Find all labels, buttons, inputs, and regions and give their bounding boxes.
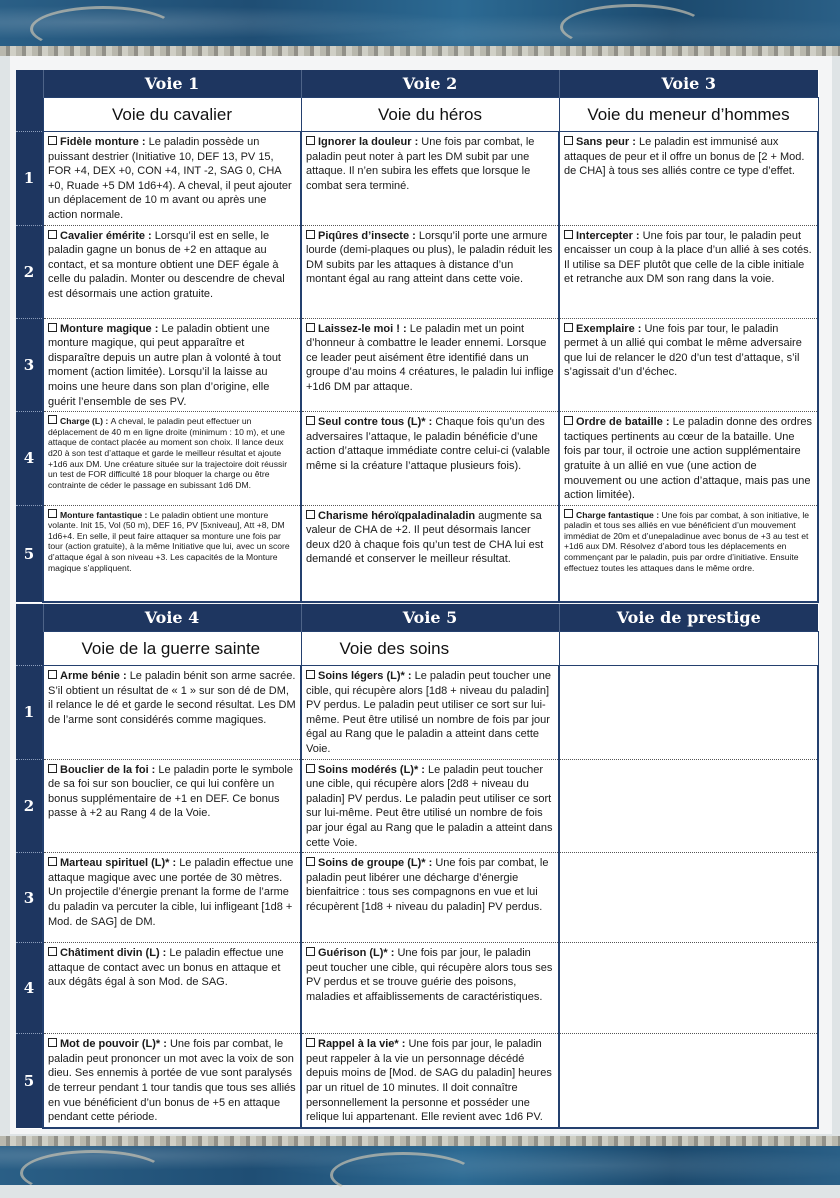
rank-number: 5 — [16, 505, 43, 602]
capability-description: Une fois par jour, le paladin peut rappeler à la vie un personnage décédé depuis moins de [Mod. de SAG du paladin] heures par un rituel de 10 minutes. Il doit connaître personnellement la personne et posséder une relique lui appartenant. Elle revient avec 1d6 PV. — [306, 1038, 552, 1124]
capability-title: Soins de groupe (L)* : — [318, 857, 436, 870]
capability-title: Charisme héroïqpaladinaladin — [318, 509, 479, 522]
checkbox-icon[interactable] — [564, 509, 573, 518]
checkbox-icon[interactable] — [306, 857, 315, 866]
capability-cell — [559, 225, 818, 318]
checkbox-icon[interactable] — [306, 416, 315, 425]
voie-header: Voie 4 — [43, 604, 301, 632]
checkbox-icon[interactable] — [48, 1038, 57, 1047]
checkbox-icon[interactable] — [306, 323, 315, 332]
capability-description: Une fois par jour, le paladin peut toucher une cible, qui récupère alors tous ses PV perdus et se trouve guérie des poisons, maladies et affaiblissements de caractéristiques. — [306, 947, 553, 1003]
capability-title: Laissez-le moi ! : — [318, 322, 410, 335]
voie-header: Voie de prestige — [559, 604, 818, 632]
checkbox-icon[interactable] — [306, 670, 315, 679]
capability-title: Seul contre tous (L)* : — [318, 416, 436, 429]
capability-title: Charge (L) : — [60, 416, 111, 427]
capability-title: Charge fantastique : — [576, 509, 662, 520]
voie-header: Voie 5 — [301, 604, 559, 632]
capability-cell — [301, 853, 559, 943]
ornament-scroll — [560, 4, 706, 50]
capability-description: Lorsqu’il porte une armure lourde (demi-plaques ou plus), le paladin réduit les DM subits par les attaques à distance d’un montant égal au rang atteint dans cette voie. — [306, 229, 553, 286]
path-name: Voie du héros — [301, 98, 559, 132]
capability-description: Le paladin effectue une attaque magique avec une portée de 30 mètres. Un projectile d’énergie prenant la forme de l’arme du paladin va percuter la cible, lui infligeant [1d8 + Mod. de SAG] de DM. — [48, 857, 294, 928]
checkbox-icon[interactable] — [564, 416, 573, 425]
rank-number: 5 — [16, 1034, 43, 1128]
capability-description: Une fois par combat, le paladin peut prononcer un mot avec la voix de son dieu. Ses ennemis à portée de vue sont paralysés de terreur pendant 1 tour tandis que tous ses alliés en vue bénéficient d’un bonus de +5 en attaque pendant cette période. — [48, 1038, 296, 1124]
checkbox-icon[interactable] — [48, 947, 57, 956]
checkbox-icon[interactable] — [48, 764, 57, 773]
path-name-row — [16, 632, 818, 666]
capability-cell — [559, 759, 818, 853]
checkbox-icon[interactable] — [306, 510, 315, 519]
capability-cell — [43, 943, 301, 1034]
checkbox-icon[interactable] — [306, 764, 315, 773]
checkbox-icon[interactable] — [306, 136, 315, 145]
capability-cell — [301, 132, 559, 226]
rank-row — [16, 666, 818, 760]
capability-title: Soins modérés (L)* : — [318, 763, 429, 776]
capability-cell — [301, 666, 559, 760]
capability-cell — [559, 318, 818, 412]
capability-cell — [43, 132, 301, 226]
capability-title: Sans peur : — [576, 136, 639, 148]
capability-title: Fidèle monture : — [60, 136, 149, 148]
checkbox-icon[interactable] — [564, 230, 573, 239]
capability-cell — [301, 505, 559, 602]
capability-description: Une fois par tour, le paladin peut encaisser un coup à la place d’un allié à ses cotés. Il utilise sa DEF plutôt que celle de la cible initiale et retranche aux DM son rang dans la voie. — [564, 229, 812, 286]
capability-title: Guérison (L)* : — [318, 947, 398, 960]
path-name-row — [16, 98, 818, 132]
path-name: Voie du meneur d’hommes — [559, 98, 818, 132]
header-corner — [16, 98, 43, 132]
voie-header: Voie 2 — [301, 70, 559, 98]
capability-title: Ignorer la douleur : — [318, 136, 422, 148]
voie-header-row — [16, 604, 818, 632]
capability-title: Mot de pouvoir (L)* : — [60, 1038, 170, 1051]
rank-row — [16, 505, 818, 602]
capability-description: Le paladin peut toucher une cible, qui récupère alors [2d8 + niveau du paladin] PV perdus. Le paladin peut utiliser ce sort sur lui-même. Peut être utilisé un nombre de fois par jour égal au Rang que le paladin a atteint dans cette Voie. — [306, 763, 553, 849]
capability-title: Ordre de bataille : — [576, 416, 673, 429]
capability-description: Le paladin obtient une monture volante. Init 15, Vol (50 m), DEF 16, PV [5xniveau], Att +8, DM 1d6+4. En selle, il peut faire attaquer sa monture une fois par tour (action gratuite), à la même Initiative que lui, avec un score d’attaque égal à son niveau +3. Les capacités de la Monture magique s’appliquent. — [48, 509, 290, 573]
header-corner — [16, 604, 43, 632]
voie-header: Voie 1 — [43, 70, 301, 98]
capability-description: Le paladin possède un puissant destrier (Initiative 10, DEF 13, PV 15, FOR +4, DEX +0, CON +4, INT -2, SAG 0, CHA +0, Ruade +5 DM 1d6+4). A cheval, il peut ajouter un déplacement de 10 m avant ou après une action normale. — [48, 136, 292, 221]
capability-title: Soins légers (L)* : — [318, 670, 415, 682]
capability-description: Le paladin peut toucher une cible, qui récupère alors [1d8 + niveau du paladin] PV perdus. Le paladin peut utiliser ce sort sur lui-même. Peut être utilisé un nombre de fois par jour égal au Rang que le paladin a atteint dans cette Voie. — [306, 670, 551, 755]
capability-cell — [43, 412, 301, 506]
capability-cell — [43, 853, 301, 943]
capability-cell — [559, 1034, 818, 1128]
rank-number: 2 — [16, 225, 43, 318]
rank-number: 3 — [16, 853, 43, 943]
rank-number: 1 — [16, 132, 43, 226]
checkbox-icon[interactable] — [48, 136, 57, 145]
rank-row — [16, 759, 818, 853]
rank-number: 4 — [16, 412, 43, 506]
header-corner — [16, 70, 43, 98]
banner-edge — [0, 46, 840, 56]
capability-title: Arme bénie : — [60, 670, 130, 682]
checkbox-icon[interactable] — [306, 230, 315, 239]
rank-row — [16, 943, 818, 1034]
ornament-scroll — [330, 1152, 476, 1198]
rank-number: 3 — [16, 318, 43, 412]
capability-cell — [301, 412, 559, 506]
capability-cell — [301, 225, 559, 318]
capability-cell — [43, 318, 301, 412]
capability-cell — [301, 318, 559, 412]
checkbox-icon[interactable] — [48, 857, 57, 866]
banner-edge — [0, 1136, 840, 1146]
capability-title: Châtiment divin (L) : — [60, 947, 170, 960]
capability-description: Le paladin obtient une monture magique, qui peut apparaître et disparaître depuis un autre plan à volonté à tout moment (action limitée). Lorsqu’il la laisse au moins une heure dans son plan d’origine, elle guérit l’ensemble de ses PV. — [48, 322, 281, 408]
rank-row — [16, 1034, 818, 1128]
capability-title: Piqûres d’insecte : — [318, 229, 419, 242]
paths-table-2 — [16, 604, 819, 1129]
capability-description: Le paladin bénit son arme sacrée. S’il obtient un résultat de « 1 » sur son dé de DM, il relance le dé et garde le second résultat. Les DM de l’arme sont considérés comme magiques. — [48, 670, 296, 726]
rank-row — [16, 412, 818, 506]
rank-number: 4 — [16, 943, 43, 1034]
capability-cell — [43, 505, 301, 602]
capability-title: Rappel à la vie* : — [318, 1038, 409, 1051]
checkbox-icon[interactable] — [48, 323, 57, 332]
top-decorative-banner — [0, 0, 840, 56]
rank-row — [16, 132, 818, 226]
capability-title: Monture fantastique : — [60, 509, 150, 520]
capability-description: Une fois par combat, le paladin peut libérer une décharge d’énergie bienfaitrice : tous ses compagnons en vue et lui récupèrent [1d8 + niveau du paladin] PV perdus. — [306, 857, 549, 913]
rank-row — [16, 318, 818, 412]
path-name — [559, 632, 818, 666]
capability-cell — [43, 225, 301, 318]
capability-title: Intercepter : — [576, 229, 643, 242]
capability-cell — [559, 853, 818, 943]
checkbox-icon[interactable] — [48, 230, 57, 239]
capability-cell — [301, 943, 559, 1034]
capability-description: Le paladin donne des ordres tactiques pertinents au cœur de la bataille. Une fois par tour, il octroie une action supplémentaire gratuite à un allié en vue (une action de mouvement ou une action d’attaque, mais pas une action limitée). — [564, 416, 813, 502]
capability-cell — [301, 1034, 559, 1128]
capability-description: Le paladin porte le symbole de sa foi sur son bouclier, ce qui lui confère un bonus supplémentaire de +1 en DEF. Ce bonus passe à +2 au Rang 4 de la Voie. — [48, 763, 293, 820]
bottom-decorative-banner — [0, 1136, 840, 1185]
path-name: Voie du cavalier — [43, 98, 301, 132]
checkbox-icon[interactable] — [48, 670, 57, 679]
capability-cell — [559, 505, 818, 602]
capability-description: Le paladin met un point d’honneur à combattre le leader ennemi. Lorsque ce leader peut aisément être identifié dans un groupe d’au moins 4 créatures, le paladin lui inflige +1d6 DM par attaque. — [306, 322, 554, 393]
rank-row — [16, 853, 818, 943]
rank-number: 1 — [16, 666, 43, 760]
capability-description: augmente sa valeur de CHA de +2. Il peut désormais lancer deux d20 à chaque fois qu’un test de CHA lui est demandé et conserver le meilleur résultat. — [306, 509, 544, 566]
checkbox-icon[interactable] — [306, 947, 315, 956]
rank-row — [16, 225, 818, 318]
capability-cell — [43, 666, 301, 760]
ornament-scroll — [20, 1150, 166, 1196]
capability-description: Le paladin est immunisé aux attaques de peur et il offre un bonus de [2 + Mod. de CHA] à tous ses alliés contre ce type d’effet. — [564, 136, 805, 178]
checkbox-icon[interactable] — [564, 323, 573, 332]
capability-cell — [301, 759, 559, 853]
rank-number: 2 — [16, 759, 43, 853]
checkbox-icon[interactable] — [48, 415, 57, 424]
checkbox-icon[interactable] — [564, 136, 573, 145]
capability-title: Marteau spirituel (L)* : — [60, 857, 180, 870]
path-name: Voie des soins — [301, 632, 559, 666]
capability-cell — [559, 132, 818, 226]
capability-title: Monture magique : — [60, 322, 162, 335]
capability-cell — [43, 1034, 301, 1128]
capability-description: Une fois par tour, le paladin permet à un allié qui combat le même adversaire que lui de relancer le d20 d’un test d’attaque, s’il s’agissait d’un d’échec. — [564, 322, 802, 379]
capability-description: Chaque fois qu’un des adversaires l’attaque, le paladin bénéficie d’une action d’attaque immédiate contre celui-ci (valable même si la créature l’attaque plusieurs fois). — [306, 416, 550, 472]
capability-cell — [559, 666, 818, 760]
voie-header-row — [16, 70, 818, 98]
capability-description: A cheval, le paladin peut effectuer un déplacement de 40 m en ligne droite (minimum : 10 m), et une attaque de contact placée au moment son choix. Il lance deux d20 à son test d’attaque et garde le meilleur résultat et ajoute +1d6 aux DM. Une créature située sur la trajectoire doit réussir un test de FOR difficulté 18 pour bloquer la charge ou être contrainte de céder le passage en subissant 1d6 DM. — [48, 416, 288, 490]
capability-description: Une fois par combat, le paladin peut noter à part les DM subit par une attaque. Il n’en subira les effets que lorsque le combat sera terminé. — [306, 136, 535, 192]
capability-title: Bouclier de la foi : — [60, 763, 159, 776]
capability-description: Une fois par combat, à son initiative, le paladin et tous ses alliés en vue bénéficient d’un mouvement immédiat de 20m et d’unepaladinue avec bonus de +3 au test et +1d6 aux DM. Résolvez d’abord tous les déplacements en commençant par le paladin, puis par ordre d’initiative. Ensuite effectuez toutes les attaques dans le même ordre. — [564, 509, 810, 573]
capability-cell — [43, 759, 301, 853]
capability-description: Le paladin effectue une attaque de contact avec un bonus en attaque et aux dégâts égal à son Mod. de SAG. — [48, 947, 284, 989]
capability-title: Exemplaire : — [576, 322, 645, 335]
capability-cell — [559, 943, 818, 1034]
checkbox-icon[interactable] — [306, 1038, 315, 1047]
capability-cell — [559, 412, 818, 506]
capability-title: Cavalier émérite : — [60, 229, 155, 242]
path-name: Voie de la guerre sainte — [43, 632, 301, 666]
header-corner — [16, 632, 43, 666]
voie-header: Voie 3 — [559, 70, 818, 98]
capability-description: Lorsqu’il est en selle, le paladin gagne un bonus de +2 en attaque au contact, et sa monture obtient une DEF égale à celle du paladin. Monter ou descendre de cheval est désormais une action gratuite. — [48, 229, 285, 300]
paths-table-1 — [16, 70, 819, 603]
checkbox-icon[interactable] — [48, 509, 57, 518]
